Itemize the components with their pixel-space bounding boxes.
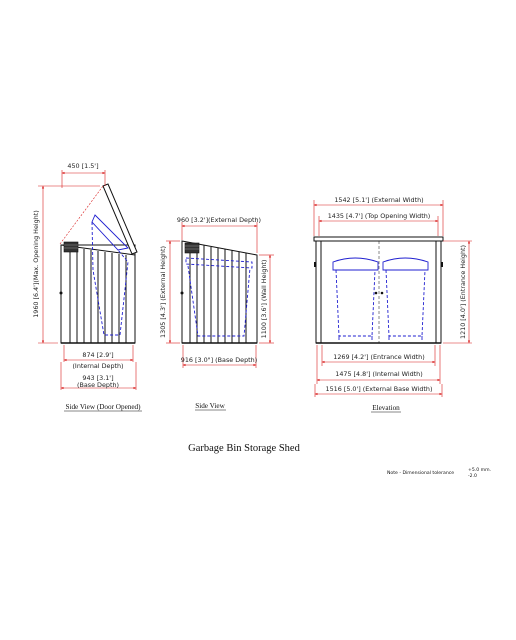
- dim-wall-height-label: 1100 [3.6'] (Wall Height): [260, 259, 268, 339]
- dim-external-base-width-label: 1516 [5.0'] (External Base Width): [325, 385, 433, 393]
- elevation-caption: Elevation: [372, 404, 400, 412]
- tolerance-note-minus: -2.0: [468, 474, 477, 479]
- side-bin: [186, 258, 252, 336]
- elevation-bin-right: [383, 258, 428, 340]
- drawing-title: Garbage Bin Storage Shed: [188, 443, 300, 454]
- dim-max-height-label: 1960 [6.4'](Max. Opening Height): [32, 210, 40, 318]
- dim-lid-opening-label: 450 [1.5']: [67, 162, 99, 170]
- tolerance-note-text: Note - Dimensional tolerance: [387, 471, 455, 476]
- elevation-bin-left: [333, 258, 378, 340]
- dim-top-opening-width-label: 1435 [4.7'] (Top Opening Width): [327, 212, 431, 220]
- dim-side-base-depth: [181, 345, 257, 368]
- dim-base-depth-value: 943 [3.1']: [82, 374, 114, 382]
- dim-side-base-depth-label: 916 [3.0"] (Base Depth): [180, 356, 258, 364]
- dim-internal-depth: [64, 345, 133, 370]
- dim-internal-depth-value: 874 [2.9']: [82, 351, 114, 359]
- dim-entrance-height: [443, 241, 472, 343]
- dim-entrance-width: [322, 345, 435, 366]
- dim-top-opening-width: [319, 212, 438, 236]
- side-view: [159, 216, 274, 410]
- dim-external-height-label: 1305 [4.3'] (External Height): [159, 246, 167, 338]
- dim-internal-depth-label: (Internal Depth): [72, 362, 124, 370]
- dim-external-base-width: [315, 384, 442, 397]
- dim-entrance-height-label: 1210 [4.0'] (Entrance Height): [459, 244, 467, 340]
- dim-internal-width-label: 1475 [4.8'] (Internal Width): [335, 370, 423, 378]
- tolerance-note: [387, 467, 491, 479]
- dim-lid-opening: [62, 162, 105, 188]
- side-view-caption: Side View: [195, 402, 225, 410]
- dim-internal-width: [317, 345, 440, 384]
- dim-external-width-label: 1542 [5.1'] (External Width): [334, 196, 424, 204]
- side-view-door-opened: [32, 162, 142, 411]
- dim-entrance-width-label: 1269 [4.2'] (Entrance Width): [333, 353, 425, 361]
- elevation-view: [314, 196, 472, 412]
- dim-external-height: [159, 241, 180, 343]
- dim-base-depth-label: (Base Depth): [76, 381, 120, 389]
- dim-external-depth-label: 960 [3.2'](External Depth): [176, 216, 262, 224]
- side-view-door-opened-caption: Side View (Door Opened): [65, 403, 141, 411]
- dim-wall-height: [259, 255, 274, 343]
- tolerance-note-plus: +5.0 mm.: [468, 468, 492, 473]
- dim-max-height: [32, 186, 100, 343]
